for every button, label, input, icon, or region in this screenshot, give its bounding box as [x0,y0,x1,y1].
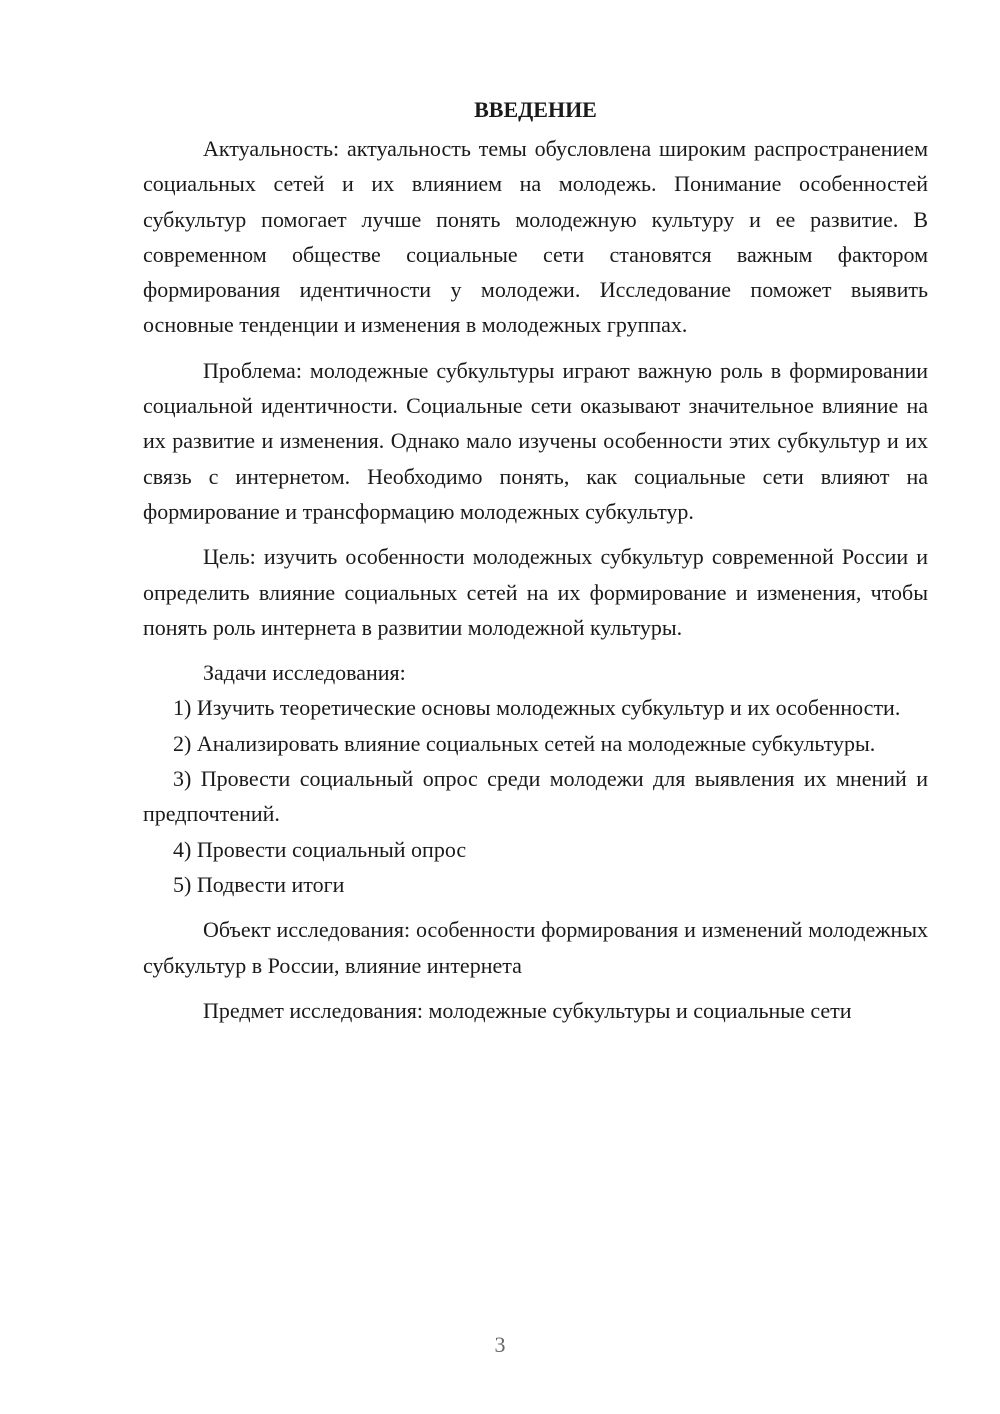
paragraph-subject: Предмет исследования: молодежные субкультуры и социальные сети [203,997,852,1023]
task-item-3: 3) Провести социальный опрос среди молодежи для выявления их мнений и предпочтений. [143,766,928,827]
task-item-1: 1) Изучить теоретические основы молодежных субкультур и их особенности. [173,695,901,721]
paragraph-object: Объект исследования: особенности формирования и изменений молодежных субкультур в России, влияние интернета [143,917,928,978]
paragraph-relevance: Актуальность: актуальность темы обусловлена широким распространением социальных сетей и их влиянием на молодежь. Понимание особенностей субкультур помогает лучше понять молодежную культуру и ее развитие. В современном обществе социальные сети становятся важным фактором формирования идентичности у молодежи. Исследование поможет выявить основные тенденции и изменения в молодежных группах. [143,136,928,338]
task-item-2: 2) Анализировать влияние социальных сетей на молодежные субкультуры. [173,730,876,756]
task-item-4: 4) Провести социальный опрос [173,836,467,862]
page-title: ВВЕДЕНИЕ [474,97,597,122]
page-number: 3 [494,1332,506,1357]
paragraph-goal: Цель: изучить особенности молодежных субкультур современной России и определить влияние социальных сетей на их формирование и изменения, чтобы понять роль интернета в развитии молодежной культуры. [143,544,928,640]
tasks-heading: Задачи исследования: [203,660,406,686]
document-body [143,95,928,1028]
paragraph-problem: Проблема: молодежные субкультуры играют важную роль в формировании социальной идентичности. Социальные сети оказывают значительное влияние на их развитие и изменения. Однако мало изучены особенности этих субкультур и их связь с интернетом. Необходимо понять, как социальные сети влияют на формирование и трансформацию молодежных субкультур. [143,357,928,524]
task-item-5: 5) Подвести итоги [173,871,345,897]
